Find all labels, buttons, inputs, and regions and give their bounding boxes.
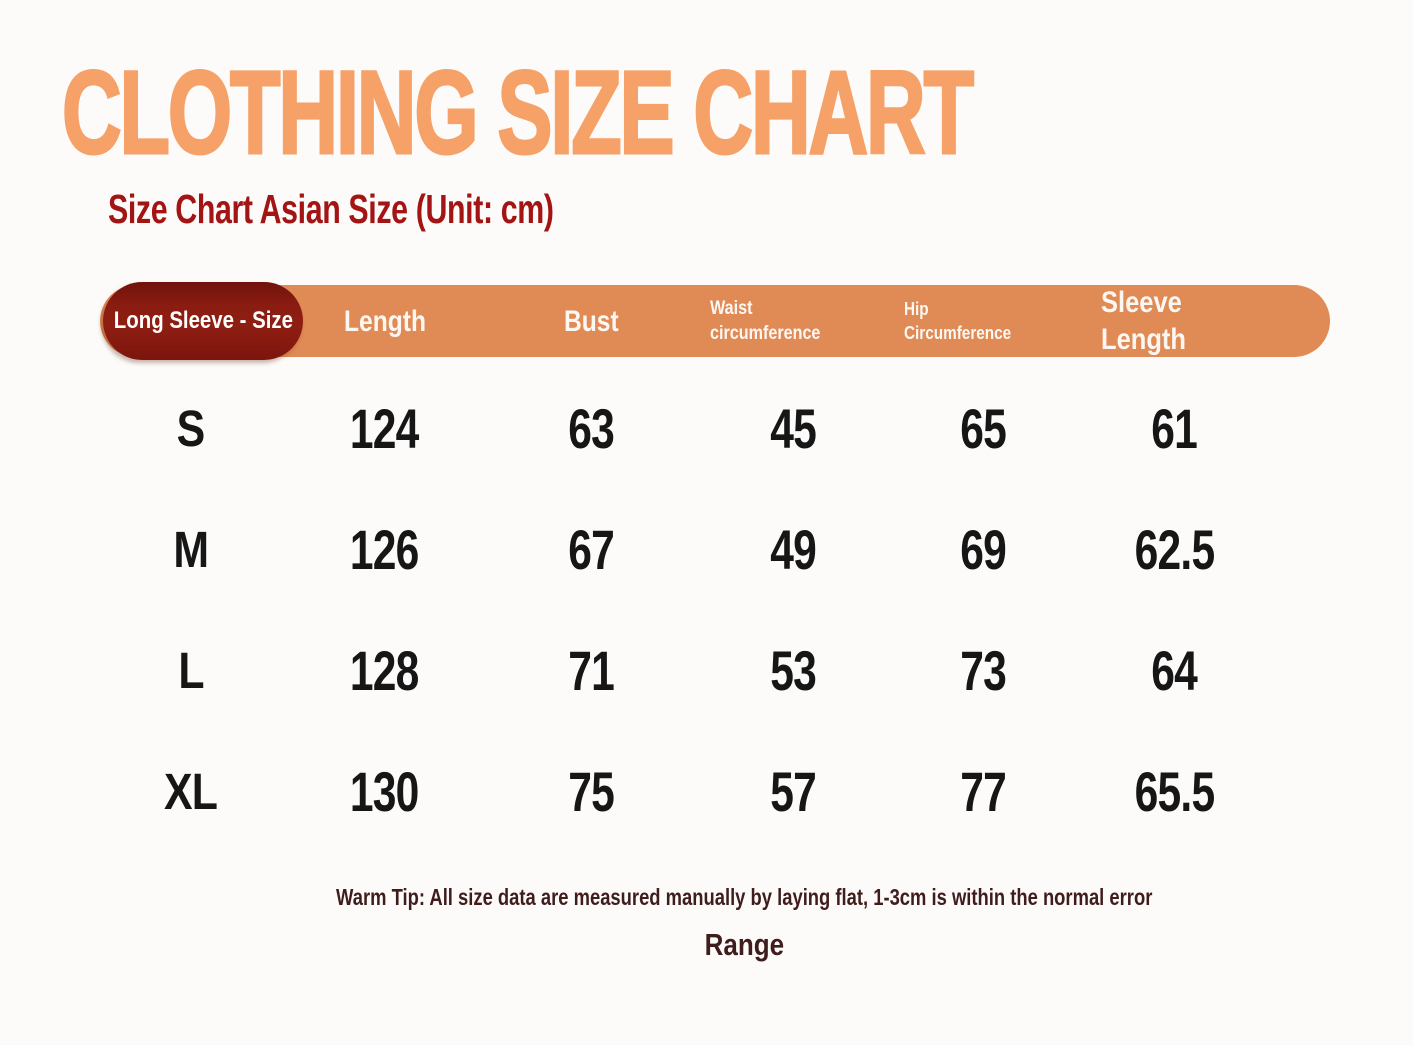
hip-cell <box>890 759 1076 824</box>
warm-tip-text: Warm Tip: All size data are measured manually by laying flat, 1-3cm is within the normal error <box>336 884 1153 910</box>
hip-value: 73 <box>960 639 1006 702</box>
header-length-label: Length <box>343 304 426 338</box>
size-cell <box>100 520 282 579</box>
hip-value: 69 <box>960 518 1006 581</box>
sleeve-cell <box>1076 396 1330 461</box>
bust-cell <box>487 517 696 582</box>
waist-cell <box>696 759 890 824</box>
size-table <box>100 285 1330 852</box>
size-label: XL <box>164 763 218 820</box>
waist-cell <box>696 517 890 582</box>
sleeve-cell <box>1076 759 1330 824</box>
header-sleeve <box>1076 285 1330 358</box>
corner-pill-label: Long Sleeve - Size <box>113 307 293 334</box>
waist-cell <box>696 396 890 461</box>
header-waist-label: Waist circumference <box>710 297 821 344</box>
length-value: 126 <box>350 518 419 581</box>
warm-tip-line <box>0 884 1413 911</box>
table-row <box>100 489 1330 610</box>
header-bust-label: Bust <box>564 304 619 338</box>
waist-value: 49 <box>770 518 816 581</box>
footer-note <box>0 884 1413 963</box>
bust-cell <box>487 759 696 824</box>
sleeve-cell <box>1076 517 1330 582</box>
hip-value: 65 <box>960 397 1006 460</box>
length-cell <box>282 638 487 703</box>
length-cell <box>282 517 487 582</box>
waist-value: 45 <box>770 397 816 460</box>
header-sleeve-label: Sleeve Length <box>1101 286 1186 356</box>
corner-pill <box>103 282 303 360</box>
header-length <box>282 305 487 339</box>
size-cell <box>100 641 282 700</box>
bust-cell <box>487 396 696 461</box>
sleeve-value: 65.5 <box>1134 760 1214 823</box>
table-body <box>100 368 1330 852</box>
table-row <box>100 368 1330 489</box>
sleeve-value: 64 <box>1151 639 1197 702</box>
sleeve-cell <box>1076 638 1330 703</box>
sleeve-value: 62.5 <box>1134 518 1214 581</box>
length-cell <box>282 759 487 824</box>
hip-cell <box>890 638 1076 703</box>
header-bust <box>487 305 696 339</box>
header-waist <box>696 297 890 346</box>
header-hip-label: Hip Circumference <box>904 299 1012 343</box>
sleeve-value: 61 <box>1151 397 1197 460</box>
size-cell <box>100 399 282 458</box>
hip-value: 77 <box>960 760 1006 823</box>
waist-value: 57 <box>770 760 816 823</box>
table-row <box>100 731 1330 852</box>
waist-cell <box>696 638 890 703</box>
page-subtitle: Size Chart Asian Size (Unit: cm) <box>108 186 554 232</box>
length-value: 130 <box>350 760 419 823</box>
hip-cell <box>890 517 1076 582</box>
bust-value: 63 <box>568 397 615 460</box>
warm-tip-range-line <box>0 927 1413 963</box>
length-value: 128 <box>350 639 419 702</box>
waist-value: 53 <box>770 639 816 702</box>
hip-cell <box>890 396 1076 461</box>
bust-cell <box>487 638 696 703</box>
header-hip <box>890 298 1076 345</box>
length-value: 124 <box>350 397 419 460</box>
table-header-row <box>100 285 1330 357</box>
size-cell <box>100 762 282 821</box>
page-title: CLOTHING SIZE CHART <box>62 47 972 179</box>
size-label: S <box>177 400 205 457</box>
bust-value: 71 <box>568 639 615 702</box>
bust-value: 67 <box>568 518 615 581</box>
bust-value: 75 <box>568 760 615 823</box>
size-label: L <box>178 642 204 699</box>
size-label: M <box>173 521 209 578</box>
warm-tip-range-text: Range <box>704 927 785 962</box>
length-cell <box>282 396 487 461</box>
table-row <box>100 610 1330 731</box>
